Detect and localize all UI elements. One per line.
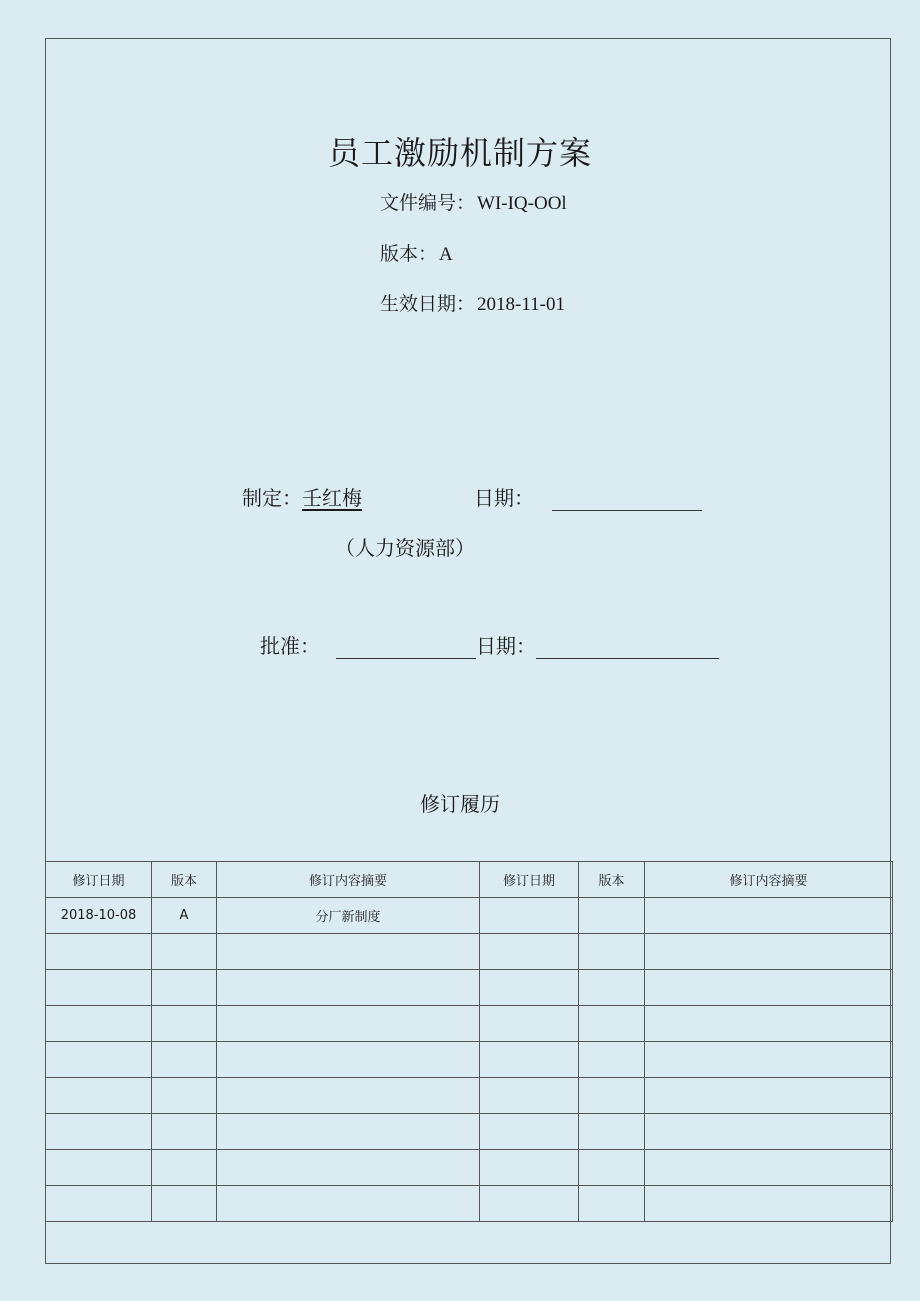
prepared-date-blank[interactable] <box>552 490 702 511</box>
table-cell <box>579 970 645 1006</box>
effective-date-label: 生效日期： <box>380 293 476 315</box>
table-cell <box>217 1006 480 1042</box>
table-cell <box>480 970 579 1006</box>
approved-name-blank[interactable] <box>336 638 476 659</box>
table-cell <box>480 1006 579 1042</box>
table-cell <box>480 1078 579 1114</box>
table-cell <box>217 1042 480 1078</box>
col-header-version: 版本 <box>152 862 217 898</box>
col-header-revision-date-2: 修订日期 <box>480 862 579 898</box>
table-cell: 分厂新制度 <box>217 898 480 934</box>
table-cell <box>579 898 645 934</box>
table-cell <box>152 1114 217 1150</box>
table-cell <box>579 1042 645 1078</box>
table-cell <box>480 1186 579 1222</box>
table-cell <box>217 1114 480 1150</box>
table-cell <box>579 1006 645 1042</box>
approved-label: 批准： <box>260 634 320 658</box>
table-header-row <box>46 862 893 898</box>
table-cell <box>152 1006 217 1042</box>
table-row <box>46 1078 893 1114</box>
doc-number-value: WI-IQ-OOl <box>477 193 567 214</box>
table-cell <box>645 1078 893 1114</box>
approved-by-row <box>260 630 719 659</box>
col-header-summary: 修订内容摘要 <box>217 862 480 898</box>
table-cell <box>46 1006 152 1042</box>
prepared-date-label: 日期： <box>474 486 534 510</box>
table-cell <box>46 970 152 1006</box>
approved-date-label: 日期： <box>476 634 536 658</box>
table-cell <box>217 934 480 970</box>
table-cell <box>480 1150 579 1186</box>
col-header-revision-date: 修订日期 <box>46 862 152 898</box>
table-row <box>46 1114 893 1150</box>
prepared-label: 制定： <box>242 486 302 510</box>
table-row <box>46 934 893 970</box>
table-cell <box>152 1078 217 1114</box>
prepared-by-row <box>242 482 362 511</box>
table-cell <box>645 934 893 970</box>
table-cell: A <box>152 898 217 934</box>
table-cell <box>579 934 645 970</box>
revision-history-table <box>45 861 893 1222</box>
table-row <box>46 898 893 934</box>
table-cell <box>152 970 217 1006</box>
table-cell <box>480 898 579 934</box>
table-cell <box>579 1150 645 1186</box>
table-cell <box>480 934 579 970</box>
approved-date-blank[interactable] <box>536 638 719 659</box>
table-cell <box>152 934 217 970</box>
table-cell <box>645 1006 893 1042</box>
table-row <box>46 1006 893 1042</box>
table-cell <box>645 1114 893 1150</box>
table-cell <box>152 1186 217 1222</box>
table-cell <box>645 1150 893 1186</box>
col-header-version-2: 版本 <box>579 862 645 898</box>
table-cell <box>46 1186 152 1222</box>
prepared-date-row <box>474 482 702 511</box>
doc-number-label: 文件编号： <box>380 192 476 214</box>
table-cell <box>645 1186 893 1222</box>
table-row <box>46 1042 893 1078</box>
table-cell <box>579 1078 645 1114</box>
effective-date-value: 2018-11-01 <box>477 294 565 315</box>
table-row <box>46 1186 893 1222</box>
department-line: （人力资源部） <box>335 536 475 560</box>
table-cell <box>645 1042 893 1078</box>
table-row <box>46 1150 893 1186</box>
table-cell <box>217 1186 480 1222</box>
table-cell <box>579 1186 645 1222</box>
version-label: 版本： <box>380 243 438 265</box>
table-cell <box>480 1042 579 1078</box>
version-line <box>380 239 453 266</box>
effective-date-line <box>380 289 565 316</box>
table-cell <box>46 1114 152 1150</box>
table-cell <box>645 970 893 1006</box>
doc-number-line <box>380 188 567 215</box>
table-cell <box>152 1150 217 1186</box>
table-cell <box>217 1150 480 1186</box>
version-value: A <box>439 244 453 265</box>
document-title: 员工激励机制方案 <box>327 134 592 172</box>
table-cell <box>645 898 893 934</box>
revision-history-title: 修订履历 <box>420 792 500 816</box>
table-cell <box>579 1114 645 1150</box>
table-cell <box>46 1042 152 1078</box>
col-header-summary-2: 修订内容摘要 <box>645 862 893 898</box>
table-cell <box>46 1150 152 1186</box>
table-cell: 2018-10-08 <box>46 898 152 934</box>
table-cell <box>152 1042 217 1078</box>
table-cell <box>46 934 152 970</box>
table-cell <box>217 970 480 1006</box>
table-cell <box>480 1114 579 1150</box>
table-cell <box>217 1078 480 1114</box>
table-row <box>46 970 893 1006</box>
table-cell <box>46 1078 152 1114</box>
prepared-name: 壬红梅 <box>302 486 362 510</box>
